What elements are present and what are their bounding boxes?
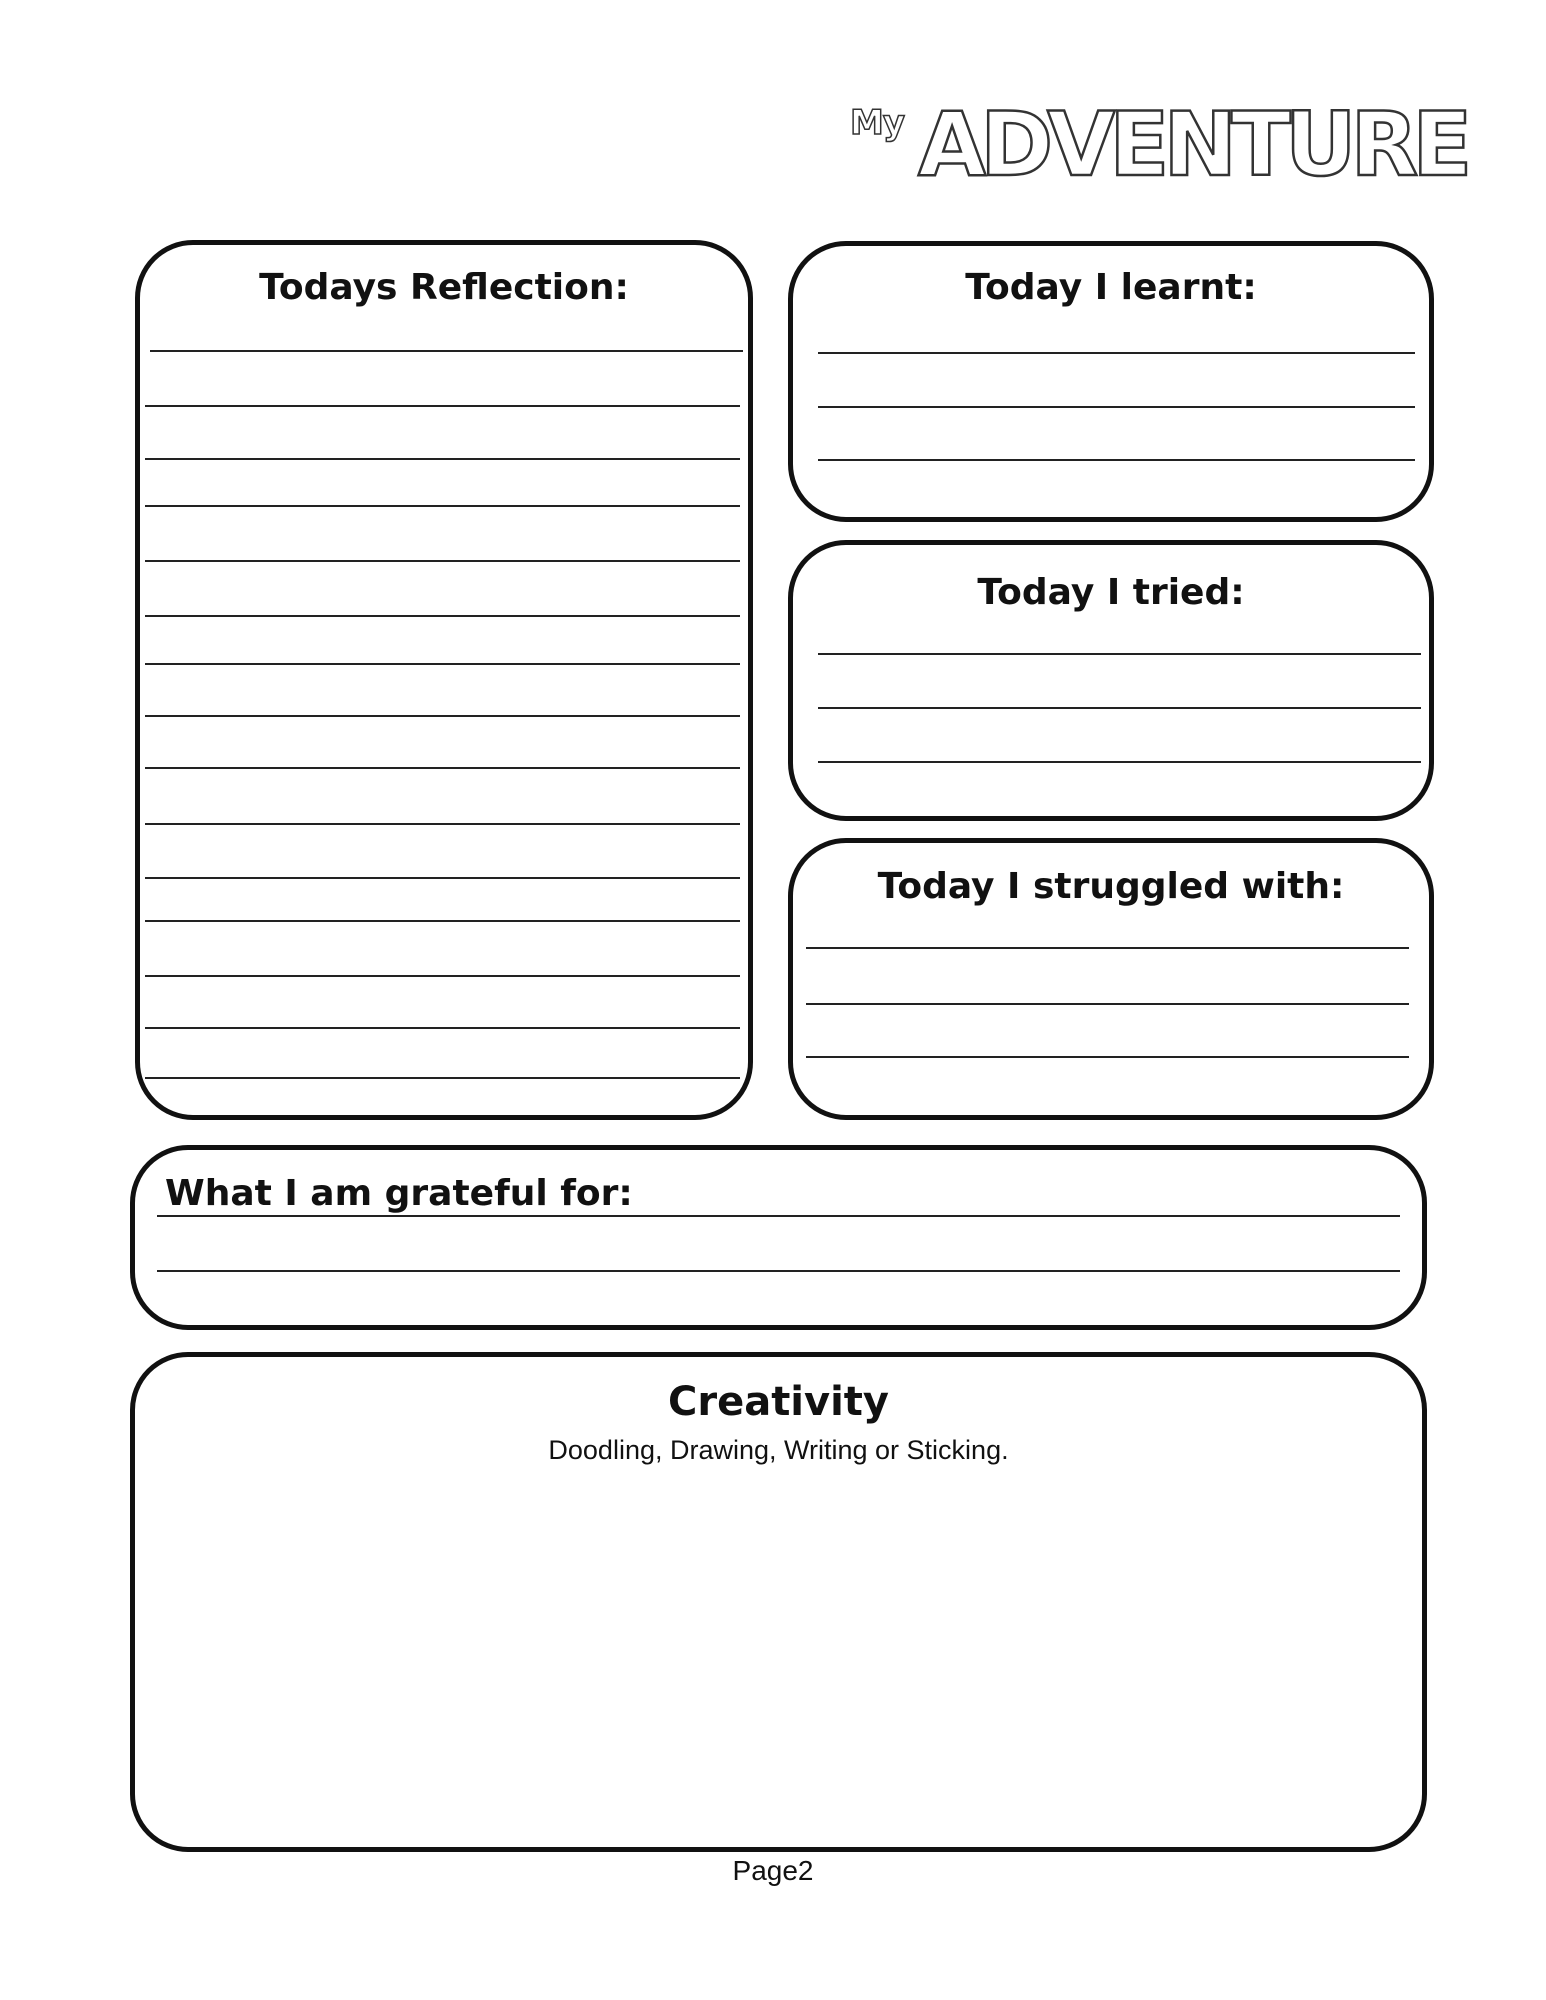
writing-line[interactable]: [145, 505, 740, 507]
writing-line[interactable]: [145, 1077, 740, 1079]
writing-line[interactable]: [150, 350, 743, 352]
writing-line[interactable]: [145, 615, 740, 617]
grateful-title: What I am grateful for:: [165, 1173, 633, 1214]
writing-line[interactable]: [145, 1027, 740, 1029]
writing-line[interactable]: [145, 767, 740, 769]
writing-line[interactable]: [157, 1270, 1400, 1272]
writing-line[interactable]: [818, 761, 1421, 763]
writing-line[interactable]: [145, 920, 740, 922]
writing-line[interactable]: [145, 975, 740, 977]
tried-box: [788, 540, 1434, 821]
writing-line[interactable]: [145, 405, 740, 407]
reflection-box: [135, 240, 753, 1120]
creativity-box: [130, 1352, 1427, 1852]
writing-line[interactable]: [818, 707, 1421, 709]
page-number: Page2: [732, 1855, 814, 1886]
writing-line[interactable]: [806, 1003, 1409, 1005]
logo-adventure-text: ADVENTURE: [918, 93, 1467, 196]
writing-line[interactable]: [806, 1056, 1409, 1058]
writing-line[interactable]: [145, 877, 740, 879]
struggled-box: [788, 838, 1434, 1120]
struggled-title: Today I struggled with:: [877, 866, 1345, 907]
writing-line[interactable]: [818, 459, 1415, 461]
writing-line[interactable]: [145, 823, 740, 825]
grateful-box: [130, 1145, 1427, 1330]
tried-title: Today I tried:: [977, 572, 1245, 613]
learnt-title: Today I learnt:: [965, 267, 1257, 308]
writing-line[interactable]: [145, 560, 740, 562]
learnt-box: [788, 241, 1434, 522]
adventure-logo: [850, 93, 1467, 205]
writing-line[interactable]: [818, 406, 1415, 408]
writing-line[interactable]: [145, 715, 740, 717]
writing-line[interactable]: [157, 1215, 1400, 1217]
logo-my-text: My: [850, 103, 904, 143]
writing-line[interactable]: [806, 947, 1409, 949]
writing-line[interactable]: [145, 458, 740, 460]
creativity-title: Creativity: [667, 1379, 889, 1425]
writing-line[interactable]: [818, 653, 1421, 655]
writing-line[interactable]: [818, 352, 1415, 354]
creativity-subtitle: Doodling, Drawing, Writing or Sticking.: [548, 1435, 1009, 1465]
reflection-title: Todays Reflection:: [259, 267, 629, 308]
writing-line[interactable]: [145, 663, 740, 665]
